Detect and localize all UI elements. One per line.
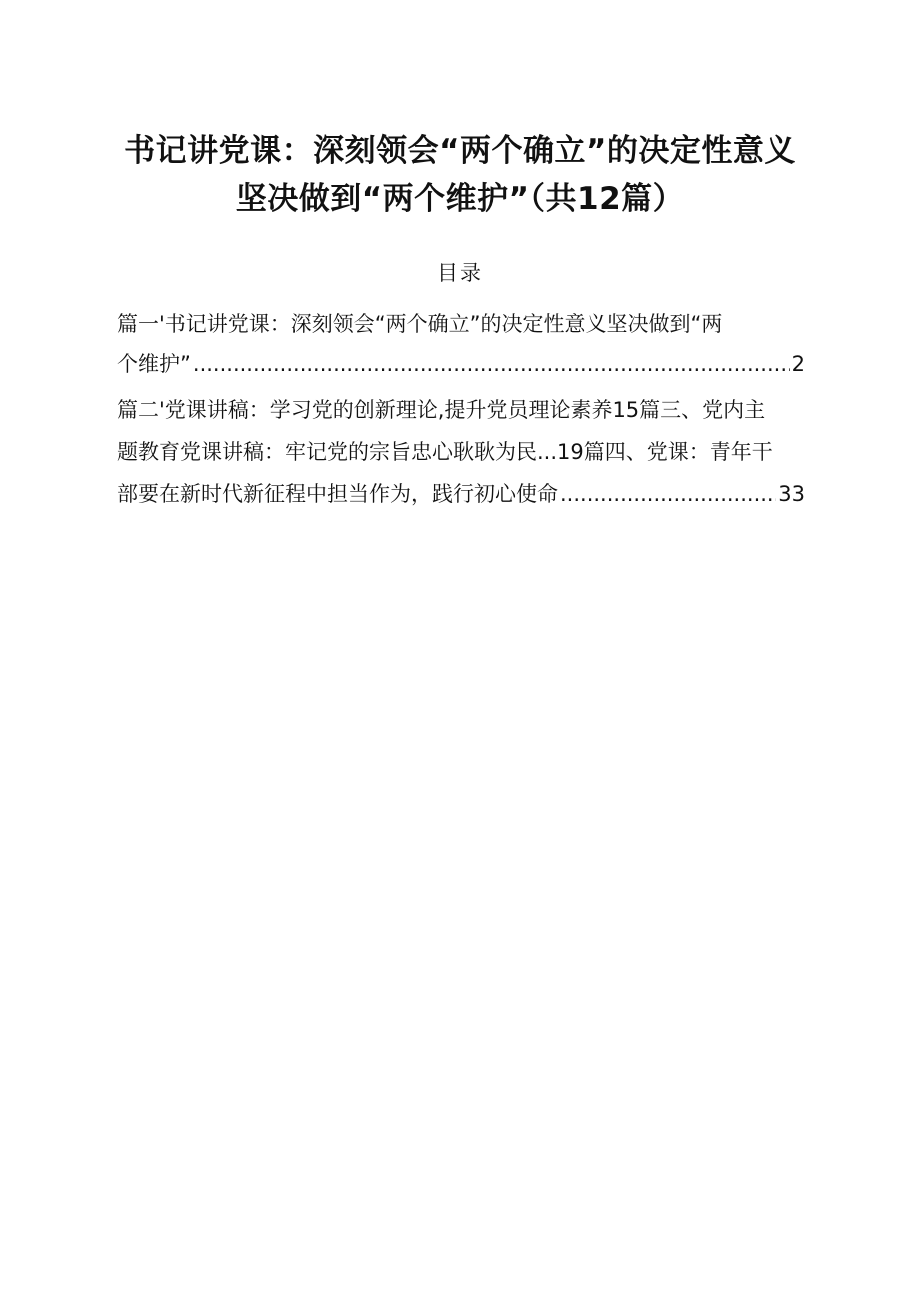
document-title-line-2: 坚决做到“两个维护”（共12篇） xyxy=(235,181,685,217)
toc-entry-2-line[interactable]: 篇二'党课讲稿：学习党的创新理论,提升党员理论素养15篇三、党内主 xyxy=(117,398,766,422)
toc-entry-4-text: 部要在新时代新征程中担当作为，践行初心使命 xyxy=(117,482,558,506)
toc-entry-3-line[interactable]: 题教育党课讲稿：牢记党的宗旨忠心耿耿为民...19篇四、党课：青年干 xyxy=(117,440,773,464)
toc-entry-4-page-number: 33 xyxy=(778,482,805,506)
toc-entry-1-text: 个维护” xyxy=(117,352,191,376)
toc-heading: 目录 xyxy=(437,261,483,285)
toc-leader-dots xyxy=(560,476,776,512)
document-title-line-1: 书记讲党课：深刻领会“两个确立”的决定性意义 xyxy=(124,133,796,169)
toc-leader-dots xyxy=(193,346,790,382)
toc-entry-1-line-1[interactable]: 篇一'书记讲党课：深刻领会“两个确立”的决定性意义坚决做到“两 xyxy=(117,312,723,336)
toc-entry-4-line[interactable] xyxy=(117,476,828,512)
toc-entry-1-page-number: 2 xyxy=(791,352,805,376)
toc-entry-1-line-2[interactable] xyxy=(117,346,828,382)
